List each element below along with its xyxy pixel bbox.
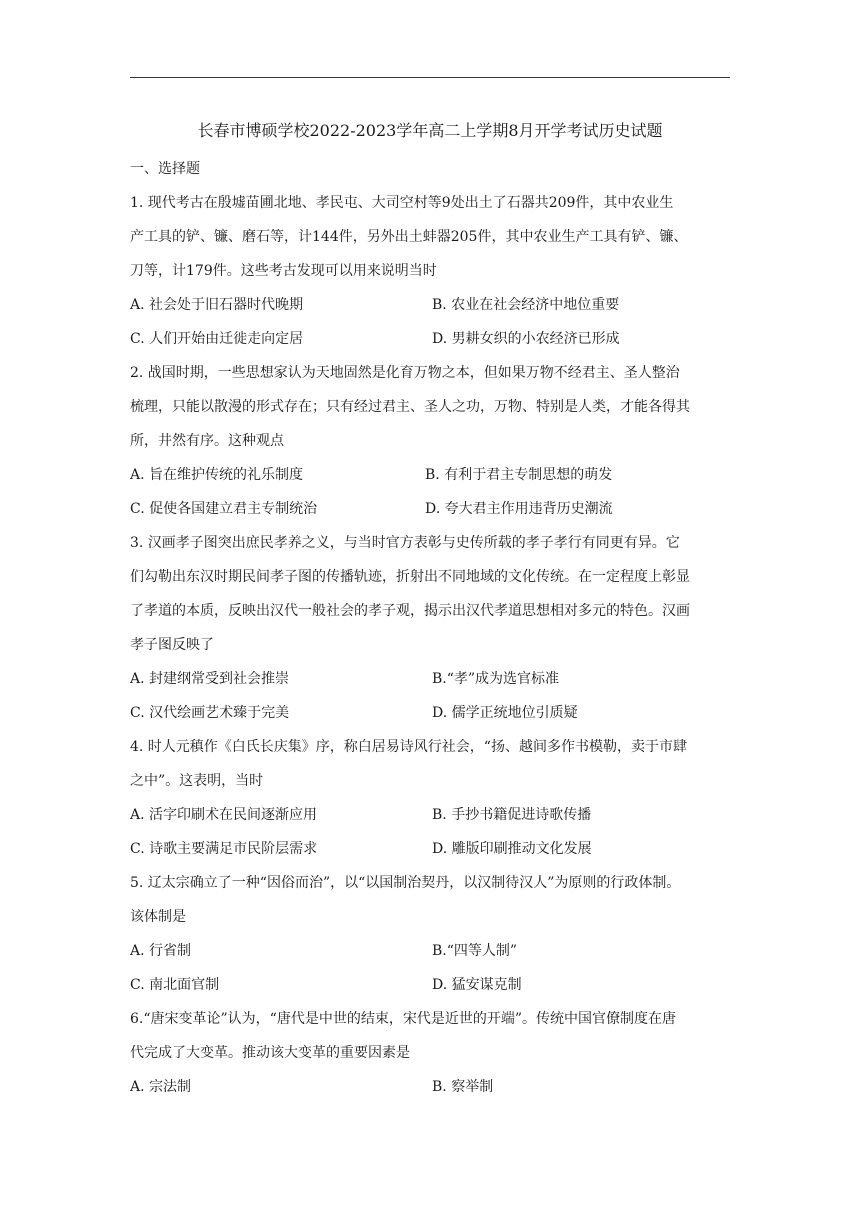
question-6-option-b: B. 察举制 (432, 1079, 494, 1095)
question-3-line-3: 了孝道的本质，反映出汉代一般社会的孝子观，揭示出汉代孝道思想相对多元的特色。汉画 (130, 603, 690, 619)
question-1-line-2: 产工具的铲、镰、磨石等，计144件，另外出土蚌器205件，其中农业生产工具有铲、镰、 (130, 229, 688, 245)
section-heading: 一、选择题 (130, 161, 200, 177)
question-5-option-a: A. 行省制 (130, 943, 192, 959)
question-2-option-c: C. 促使各国建立君主专制统治 (130, 501, 318, 517)
question-3-line-1: 3. 汉画孝子图突出庶民孝养之义，与当时官方表彰与史传所载的孝子孝行有同更有异。它 (130, 535, 680, 551)
question-4-line-2: 之中”。这表明，当时 (130, 773, 264, 789)
question-4-option-b: B. 手抄书籍促进诗歌传播 (432, 807, 592, 823)
question-3-option-d: D. 儒学正统地位引质疑 (432, 705, 578, 721)
question-1-option-a: A. 社会处于旧石器时代晚期 (130, 297, 304, 313)
question-5-line-1: 5. 辽太宗确立了一种“因俗而治”，以“以国制治契丹，以汉制待汉人”为原则的行政体制。 (130, 875, 681, 891)
question-3-option-c: C. 汉代绘画艺术臻于完美 (130, 705, 290, 721)
question-3-option-b: B.“孝”成为选官标准 (432, 671, 560, 687)
question-1-line-1: 1. 现代考古在殷墟苗圃北地、孝民屯、大司空村等9处出土了石器共209件，其中农业生 (130, 195, 674, 211)
question-2-line-1: 2. 战国时期，一些思想家认为天地固然是化育万物之本，但如果万物不经君主、圣人整治 (130, 365, 680, 381)
question-2-option-a: A. 旨在维护传统的礼乐制度 (130, 467, 304, 483)
header-rule (130, 77, 730, 78)
question-5-line-2: 该体制是 (130, 909, 186, 925)
question-2-option-d: D. 夸大君主作用违背历史潮流 (425, 501, 613, 517)
question-3-option-a: A. 封建纲常受到社会推崇 (130, 671, 290, 687)
document-title: 长春市博硕学校2022-2023学年高二上学期8月开学考试历史试题 (197, 121, 663, 140)
question-4-option-c: C. 诗歌主要满足市民阶层需求 (130, 841, 318, 857)
question-2-line-3: 所，井然有序。这种观点 (130, 433, 284, 449)
question-3-line-4: 孝子图反映了 (130, 637, 214, 653)
question-1-option-c: C. 人们开始由迁徙走向定居 (130, 331, 304, 347)
question-6-option-a: A. 宗法制 (130, 1079, 192, 1095)
question-4-line-1: 4. 时人元稹作《白氏长庆集》序，称白居易诗风行社会，“扬、越间多作书模勒，卖于市肆 (130, 739, 687, 755)
question-1-line-3: 刀等，计179件。这些考古发现可以用来说明当时 (130, 263, 437, 279)
question-4-option-d: D. 雕版印刷推动文化发展 (432, 841, 592, 857)
question-2-line-2: 梳理，只能以散漫的形式存在；只有经过君主、圣人之功，万物、特别是人类，才能各得其 (130, 399, 690, 415)
question-6-line-1: 6.“唐宋变革论”认为，“唐代是中世的结束，宋代是近世的开端”。传统中国官僚制度在唐 (130, 1011, 676, 1027)
question-5-option-d: D. 猛安谋克制 (432, 977, 522, 993)
question-1-option-d: D. 男耕女织的小农经济已形成 (432, 331, 620, 347)
question-1-option-b: B. 农业在社会经济中地位重要 (432, 297, 620, 313)
question-6-line-2: 代完成了大变革。推动该大变革的重要因素是 (130, 1045, 410, 1061)
question-3-line-2: 们勾勒出东汉时期民间孝子图的传播轨迹，折射出不同地域的文化传统。在一定程度上彰显 (130, 569, 690, 585)
question-5-option-c: C. 南北面官制 (130, 977, 220, 993)
question-5-option-b: B.“四等人制” (432, 943, 518, 959)
question-4-option-a: A. 活字印刷术在民间逐渐应用 (130, 807, 318, 823)
question-2-option-b: B. 有利于君主专制思想的萌发 (425, 467, 613, 483)
